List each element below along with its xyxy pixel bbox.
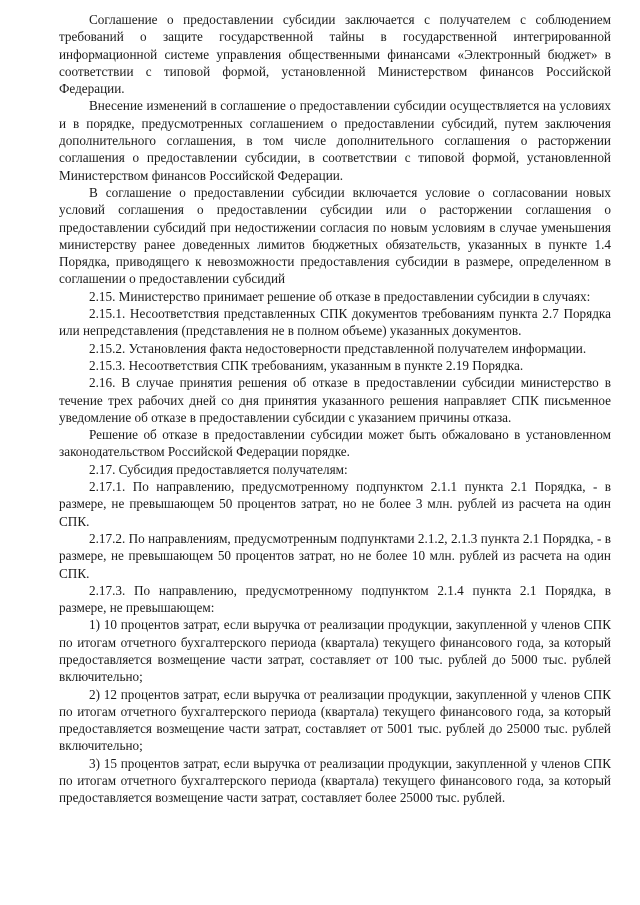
- paragraph-2-17-3: 2.17.3. По направлению, предусмотренному подпунктом 2.1.4 пункта 2.1 Порядка, в размере, не превышающем:: [59, 582, 611, 616]
- paragraph-refusal-appeal: Решение об отказе в предоставлении субсидии может быть обжаловано в установленном законодательством Российской Федерации порядке.: [59, 427, 611, 460]
- paragraph-agreement-new-terms: В соглашение о предоставлении субсидии включается условие о согласовании новых условий соглашения о предоставлении субсидии или о расторжении соглашения о предоставлении субсидий при недостижении согласия по новым условиям в случае уменьшения министерству ранее доведенных лимитов бюджетных обязательств, указанных в пункте 1.4 Порядка, приводящего к невозможности предоставления субсидии в размере, определенном в соглашении о предоставлении субсидий: [59, 184, 611, 287]
- document-page: [59, 11, 611, 807]
- paragraph-2-17-1: 2.17.1. По направлению, предусмотренному подпунктом 2.1.1 пункта 2.1 Порядка, - в размере, не превышающем 50 процентов затрат, но не более 3 млн. рублей из расчета на один СПК.: [59, 479, 611, 529]
- paragraph-2-15-1: 2.15.1. Несоответствия представленных СПК документов требованиям пункта 2.7 Порядка или непредставления (представления не в полном объеме) указанных документов.: [59, 306, 611, 339]
- paragraph-2-15-3: 2.15.3. Несоответствия СПК требованиям, указанным в пункте 2.19 Порядка.: [89, 357, 524, 373]
- paragraph-agreement-conclusion: Соглашение о предоставлении субсидии заключается с получателем с соблюдением требований о защите государственной тайны в государственной интегрированной информационной системе управления общественными финансами «Электронный бюджет» в соответствии с типовой формой, установленной Министерством финансов Российской Федерации.: [59, 12, 611, 97]
- paragraph-2-15-2: 2.15.2. Установления факта недостоверности представленной получателем информации.: [89, 340, 587, 356]
- list-item-1: 1) 10 процентов затрат, если выручка от реализации продукции, закупленной у членов СПК по итогам отчетного бухгалтерского периода (квартала) текущего финансового года, за который предоставляется возмещение части затрат, составляет от 100 тыс. рублей до 5000 тыс. рублей включительно;: [59, 617, 611, 685]
- paragraph-2-17-2: 2.17.2. По направлениям, предусмотренным подпунктами 2.1.2, 2.1.3 пункта 2.1 Порядка, - в размере, не превышающем 50 процентов затрат, но не более 10 млн. рублей из расчета на один СПК.: [59, 530, 611, 581]
- paragraph-2-15: 2.15. Министерство принимает решение об отказе в предоставлении субсидии в случаях:: [89, 288, 591, 304]
- paragraph-2-16: 2.16. В случае принятия решения об отказе в предоставлении субсидии министерство в течение трех рабочих дней со дня принятия указанного решения направляет СПК письменное уведомление об отказе в предоставлении субсидии с указанием причины отказа.: [59, 375, 611, 425]
- paragraph-2-17: 2.17. Субсидия предоставляется получателям:: [89, 461, 348, 477]
- list-item-2: 2) 12 процентов затрат, если выручка от реализации продукции, закупленной у членов СПК по итогам отчетного бухгалтерского периода (квартала) текущего финансового года, за который предоставляется возмещение части затрат, составляет от 5001 тыс. рублей до 25000 тыс. рублей включительно;: [59, 686, 611, 754]
- paragraph-agreement-amendment: Внесение изменений в соглашение о предоставлении субсидии осуществляется на условиях и в порядке, предусмотренных соглашением о предоставлении субсидий, путем заключения дополнительного соглашения, в том числе дополнительного соглашения о расторжении соглашения о предоставлении субсидии, в соответствии с типовой формой, установленной Министерством финансов Российской Федерации.: [59, 98, 611, 183]
- list-item-3: 3) 15 процентов затрат, если выручка от реализации продукции, закупленной у членов СПК по итогам отчетного бухгалтерского периода (квартала) текущего финансового года, за который предоставляется возмещение части затрат, составляет более 25000 тыс. рублей.: [59, 755, 611, 806]
